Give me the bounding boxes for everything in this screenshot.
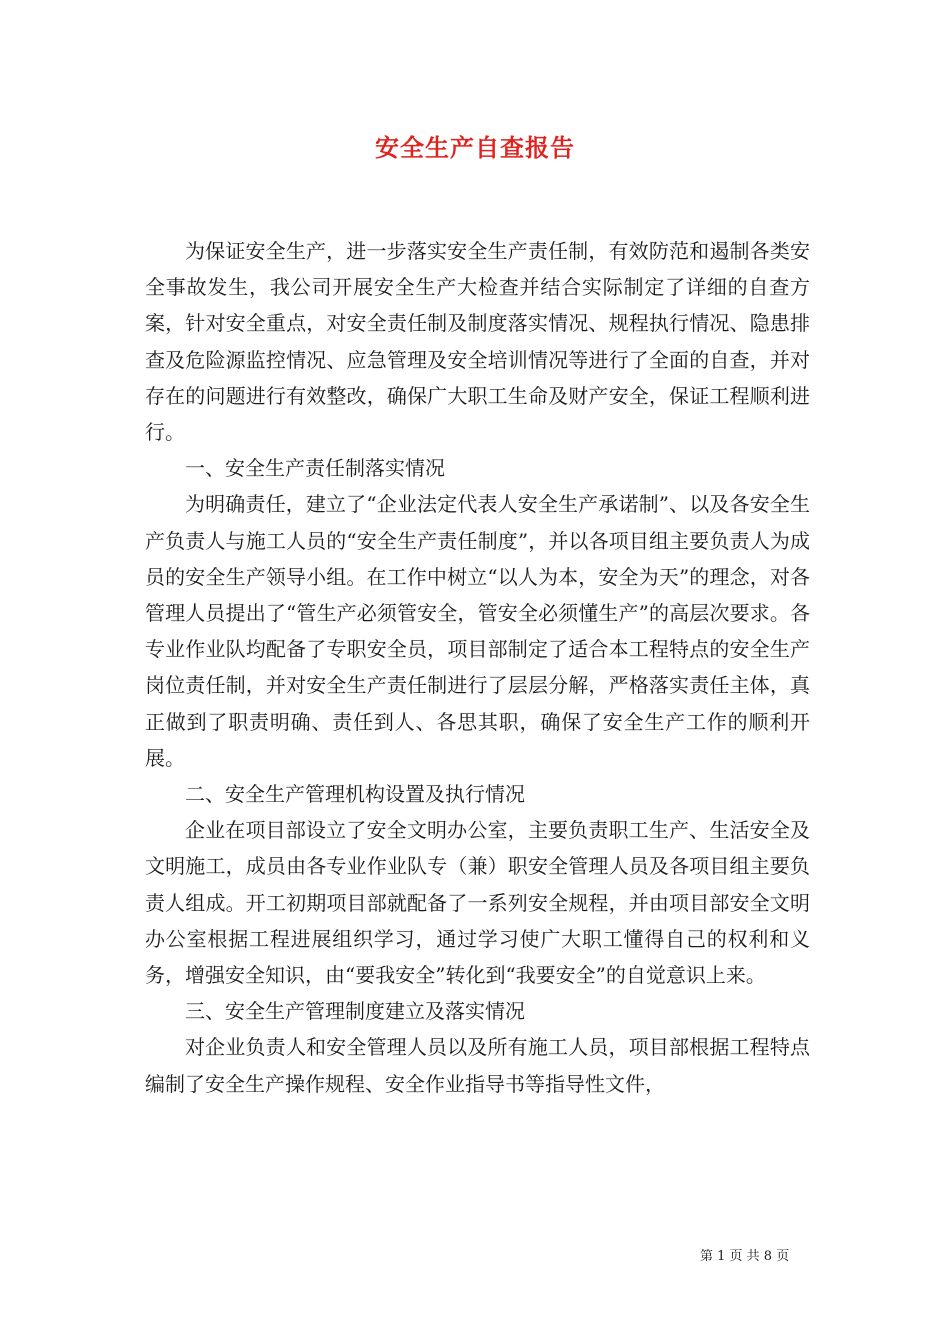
section-paragraph: 为明确责任，建立了“企业法定代表人安全生产承诺制”、以及各安全生产负责人与施工人员的“安全生产责任制度”，并以各项目组主要负责人为成员的安全生产领导小组。在工作中树立“以人为本，安全为天”的理念，对各管理人员提出了“管生产必须管安全，管安全必须懂生产”的高层次要求。各专业作业队均配备了专职安全员，项目部制定了适合本工程特点的安全生产岗位责任制，并对安全生产责任制进行了层层分解，严格落实责任主体，真正做到了职责明确、责任到人、各思其职，确保了安全生产工作的顺利开展。: [145, 492, 810, 770]
section-paragraph: 对企业负责人和安全管理人员以及所有施工人员，项目部根据工程特点编制了安全生产操作规程、安全作业指导书等指导性文件，: [145, 1035, 810, 1096]
section-paragraph: 企业在项目部设立了安全文明办公室，主要负责职工生产、生活安全及文明施工，成员由各专业作业队专（兼）职安全管理人员及各项目组主要负责人组成。开工初期项目部就配备了一系列安全规程，并由项目部安全文明办公室根据工程进展组织学习，通过学习使广大职工懂得自己的权利和义务，增强安全知识，由“要我安全”转化到“我要安全”的自觉意识上来。: [145, 818, 810, 988]
section-heading: 一、安全生产责任制落实情况: [185, 456, 445, 481]
document-title: 安全生产自查报告: [375, 133, 575, 162]
document-body: [145, 233, 810, 1102]
section-heading: 三、安全生产管理制度建立及落实情况: [185, 999, 525, 1024]
page-number: 第 1 页 共 8 页: [700, 1249, 790, 1264]
section-heading: 二、安全生产管理机构设置及执行情况: [185, 782, 525, 807]
intro-paragraph: 为保证安全生产，进一步落实安全生产责任制，有效防范和遏制各类安全事故发生，我公司开展安全生产大检查并结合实际制定了详细的自查方案，针对安全重点，对安全责任制及制度落实情况、规程执行情况、隐患排查及危险源监控情况、应急管理及安全培训情况等进行了全面的自查，并对存在的问题进行有效整改，确保广大职工生命及财产安全，保证工程顺利进行。: [145, 239, 810, 445]
